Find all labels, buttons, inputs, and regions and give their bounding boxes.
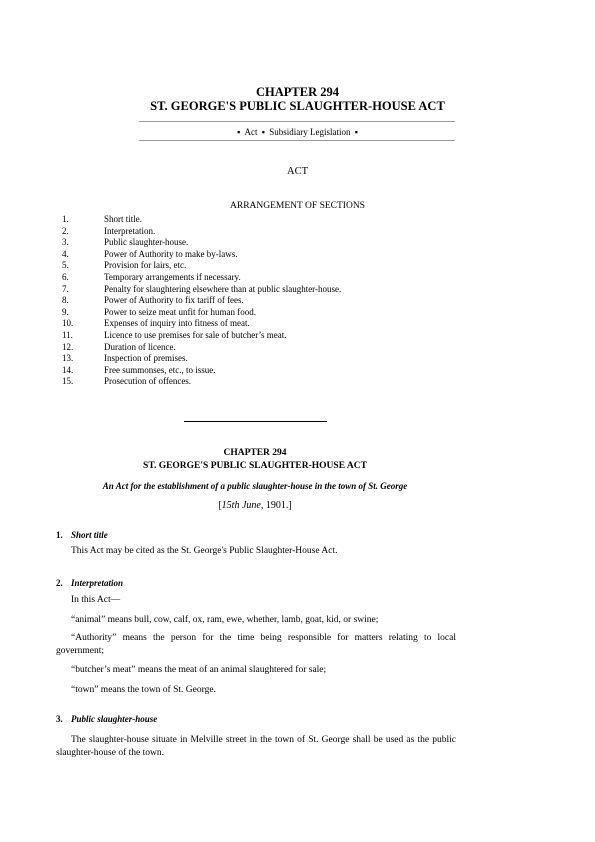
section-list-item[interactable]: [62, 260, 482, 272]
section-list-title[interactable]: Provision for lairs, etc.: [104, 260, 187, 271]
date-bracket: [: [218, 500, 222, 511]
section-list-item[interactable]: [62, 226, 482, 238]
section-list-item[interactable]: [62, 295, 482, 307]
section-3-text: The slaughter-house situate in Melville street in the town of St. George shall be used as the public slaughter-house of the town.: [56, 735, 456, 758]
body-act-title: ST. GEORGE'S PUBLIC SLAUGHTER-HOUSE ACT: [143, 461, 367, 471]
enactment-date: [0, 500, 510, 511]
nav-link-subsidiary-legislation[interactable]: Subsidiary Legislation: [269, 127, 351, 137]
section-1-heading: [56, 530, 108, 540]
section-title: Short title: [71, 530, 108, 540]
section-list-title[interactable]: Penalty for slaughtering elsewhere than at public slaughter-house.: [104, 283, 342, 294]
section-list-number: 11.: [62, 329, 73, 340]
section-list-title[interactable]: Power to seize meat unfit for human food.: [104, 306, 256, 317]
section-3-heading: [56, 714, 157, 724]
section-list-title[interactable]: Licence to use premises for sale of butcher’s meat.: [104, 329, 287, 340]
section-list-number: 2.: [62, 225, 69, 236]
long-title: An Act for the establishment of a public slaughter-house in the town of St. George: [102, 481, 408, 491]
section-list-number: 3.: [62, 237, 69, 248]
section-2-heading: [56, 578, 123, 588]
section-list-title[interactable]: Inspection of premises.: [104, 353, 188, 364]
section-number: 2.: [56, 578, 63, 588]
bullet-icon: ▪: [261, 127, 265, 137]
section-list-item[interactable]: [62, 365, 482, 377]
section-list-number: 8.: [62, 295, 69, 306]
section-list-number: 6.: [62, 271, 69, 282]
separator-line: [184, 421, 327, 422]
section-list-number: 1.: [62, 214, 69, 224]
section-list-number: 14.: [62, 364, 74, 375]
section-list-title[interactable]: Public slaughter-house.: [104, 237, 189, 248]
section-list-title[interactable]: Interpretation.: [104, 225, 156, 236]
section-list-title[interactable]: Temporary arrangements if necessary.: [104, 271, 241, 282]
section-list-title[interactable]: Duration of licence.: [104, 341, 176, 352]
sections-list: [62, 214, 482, 388]
section-list-number: 9.: [62, 306, 69, 317]
nav-top-rule: [139, 121, 455, 122]
section-list-title[interactable]: Expenses of inquiry into fitness of meat.: [104, 318, 250, 329]
section-list-number: 13.: [62, 353, 74, 364]
section-list-number: 7.: [62, 283, 69, 294]
section-list-number: 5.: [62, 260, 69, 271]
section-list-item[interactable]: [62, 318, 482, 330]
nav-links: [0, 127, 595, 137]
section-list-item[interactable]: [62, 376, 482, 388]
bullet-icon: ▪: [354, 127, 358, 137]
section-list-item[interactable]: [62, 249, 482, 261]
section-number: 3.: [56, 714, 63, 724]
section-list-item[interactable]: [62, 214, 482, 226]
nav-bottom-rule: [139, 140, 455, 141]
section-list-title[interactable]: Prosecution of offences.: [104, 376, 192, 387]
section-list-item[interactable]: [62, 272, 482, 284]
act-title-heading: ST. GEORGE'S PUBLIC SLAUGHTER-HOUSE ACT: [150, 99, 445, 113]
date-year: 1901.]: [263, 500, 292, 511]
section-list-item[interactable]: [62, 353, 482, 365]
section-list-item[interactable]: [62, 330, 482, 342]
arrangement-heading: ARRANGEMENT OF SECTIONS: [230, 201, 365, 211]
definition-animal: “animal” means bull, cow, calf, ox, ram, ewe, whether, lamb, goat, kid, or swine;: [71, 615, 379, 625]
body-chapter-heading: CHAPTER 294: [223, 448, 287, 458]
definition-butchers-meat: “butcher’s meat” means the meat of an animal slaughtered for sale;: [71, 665, 327, 675]
act-label: ACT: [287, 166, 308, 177]
section-list-number: 15.: [62, 376, 74, 387]
section-1-text: This Act may be cited as the St. George's Public Slaughter-House Act.: [71, 546, 338, 556]
definition-authority: “Authority” means the person for the time being responsible for matters relating to local government;: [56, 633, 456, 656]
chapter-heading: CHAPTER 294: [256, 85, 339, 99]
section-list-number: 10.: [62, 318, 74, 329]
definition-town: “town” means the town of St. George.: [71, 685, 216, 695]
section-list-title[interactable]: Power of Authority to fix tariff of fees.: [104, 295, 244, 306]
date-day-month: 15th June,: [221, 500, 264, 511]
section-list-item[interactable]: [62, 307, 482, 319]
section-list-item[interactable]: [62, 237, 482, 249]
section-list-item[interactable]: [62, 342, 482, 354]
section-list-title[interactable]: Short title.: [104, 214, 142, 224]
section-title: Public slaughter-house: [71, 714, 158, 724]
section-title: Interpretation: [71, 578, 124, 588]
nav-link-act[interactable]: Act: [244, 127, 258, 137]
section-list-title[interactable]: Power of Authority to make by-laws.: [104, 248, 238, 259]
section-list-number: 12.: [62, 341, 74, 352]
section-number: 1.: [56, 530, 63, 540]
section-list-item[interactable]: [62, 284, 482, 296]
section-list-title[interactable]: Free summonses, etc., to issue.: [104, 364, 216, 375]
section-2-intro: In this Act—: [71, 595, 121, 605]
section-list-number: 4.: [62, 248, 69, 259]
bullet-icon: ▪: [237, 127, 241, 137]
